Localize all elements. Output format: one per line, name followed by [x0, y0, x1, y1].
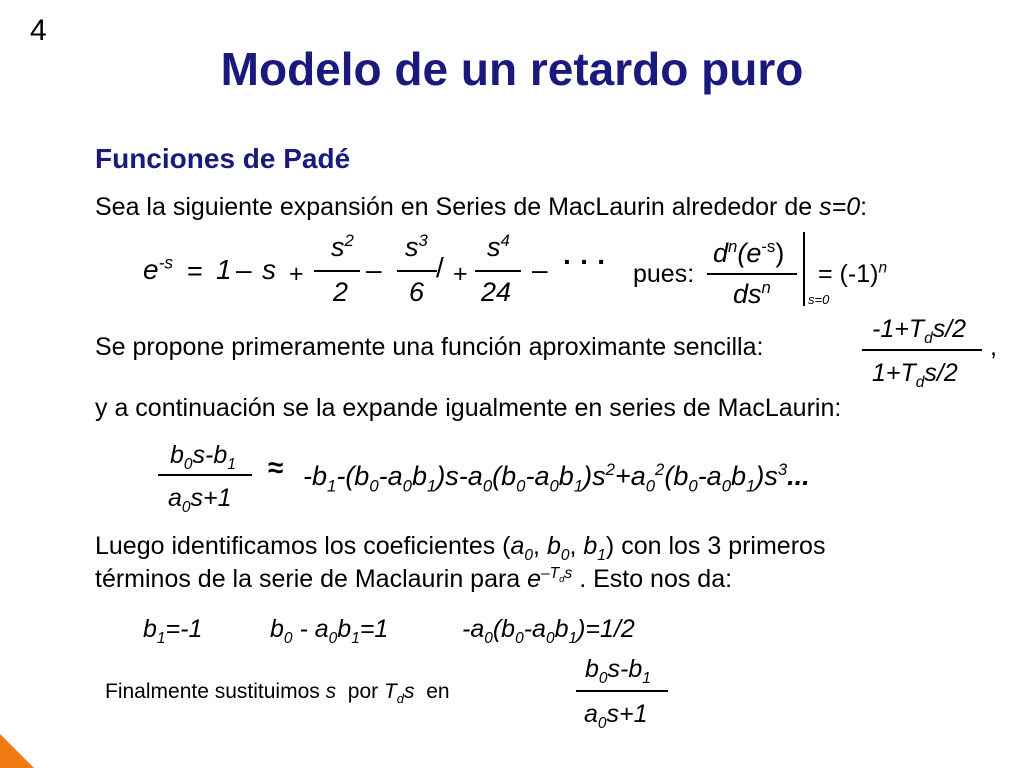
derivative-bar [707, 273, 797, 275]
identify-line-2: términos de la serie de Maclaurin para $e^{-T_ds}$ . Esto nos da: [95, 564, 733, 593]
series-eq-sign: = [187, 256, 203, 286]
proposal-comma: , [990, 333, 997, 361]
expansion-bar [158, 474, 252, 476]
intro-point: s=0 [819, 193, 861, 221]
corner-accent [0, 734, 34, 768]
proposal-denominator: $1+T_ds/2$ [872, 359, 958, 391]
section-heading: Funciones de Padé [95, 143, 351, 174]
frac3-numerator: $s^4$ [487, 231, 510, 262]
intro-sentence: Sea la siguiente expansión en Series de MacLaurin alrededor de [95, 193, 813, 221]
series-minus-2: – [366, 254, 382, 285]
frac2-bar [397, 270, 437, 272]
final-bar [576, 690, 668, 692]
equation-b0: $b_0 - a_0b_1=1$ [270, 615, 389, 647]
identify-line-1: Luego identificamos los coeficientes ($a_0$, $b_0$, $b_1$) con los 3 primeros [95, 532, 826, 564]
proposal-bar [862, 349, 982, 351]
series-plus-2: + [453, 260, 468, 288]
series-ellipsis: · · · [563, 246, 607, 277]
series-one: 1 [216, 254, 232, 285]
expansion-denominator: $a_0s+1$ [168, 484, 232, 516]
proposal-text: Se propone primeramente una función aproximante sencilla: [95, 333, 764, 361]
slide-number: 4 [30, 14, 47, 47]
approx-symbol: ≈ [268, 452, 284, 483]
intro-text [95, 193, 867, 222]
derivative-denominator: $ds^n$ [733, 278, 771, 309]
evaluation-bar [803, 232, 805, 306]
frac3-denominator: 24 [481, 277, 512, 307]
derivative-numerator: $d^n(e^{-s})$ [713, 237, 785, 268]
proposal-numerator: $-1+T_ds/2$ [872, 315, 967, 347]
equation-b1: $b_1=-1$ [143, 615, 203, 647]
continuation-text: y a continuación se la expande igualmente en series de MacLaurin: [95, 394, 842, 422]
frac2-denominator: 6 [409, 277, 425, 307]
series-s: s [262, 254, 276, 285]
frac2-numerator: $s^3$ [405, 231, 428, 262]
series-minus-3: – [532, 254, 548, 285]
final-denominator: $a_0s+1$ [584, 700, 648, 732]
final-text: Finalmente sustituimos s por $T_ds$ en [105, 680, 450, 707]
frac1-denominator: 2 [333, 277, 349, 307]
frac1-bar [314, 270, 360, 272]
equation-a0: $-a_0(b_0-a_0b_1)=1/2$ [462, 615, 635, 647]
series-slash: / [436, 252, 444, 283]
derivative-result: = $(-1)^n$ [818, 259, 888, 288]
evaluation-point: s=0 [808, 292, 830, 307]
series-minus-1: – [236, 254, 252, 285]
expansion-rhs: $-b_1-(b_0-a_0b_1)s-a_0(b_0-a_0b_1)s^2+a_0^2(b_0-a_0b_1)s^3$... [303, 460, 810, 496]
intro-colon: : [860, 193, 868, 221]
frac1-numerator: $s^2$ [331, 231, 354, 262]
final-numerator: $b_0s-b_1$ [585, 655, 651, 687]
series-lhs: $e^{-s}$ [143, 252, 174, 285]
frac3-bar [475, 270, 521, 272]
series-plus-1: + [289, 260, 304, 288]
slide-title: Modelo de un retardo puro [220, 43, 804, 95]
expansion-numerator: $b_0s-b_1$ [170, 441, 236, 473]
pues-label: pues: [633, 260, 695, 288]
